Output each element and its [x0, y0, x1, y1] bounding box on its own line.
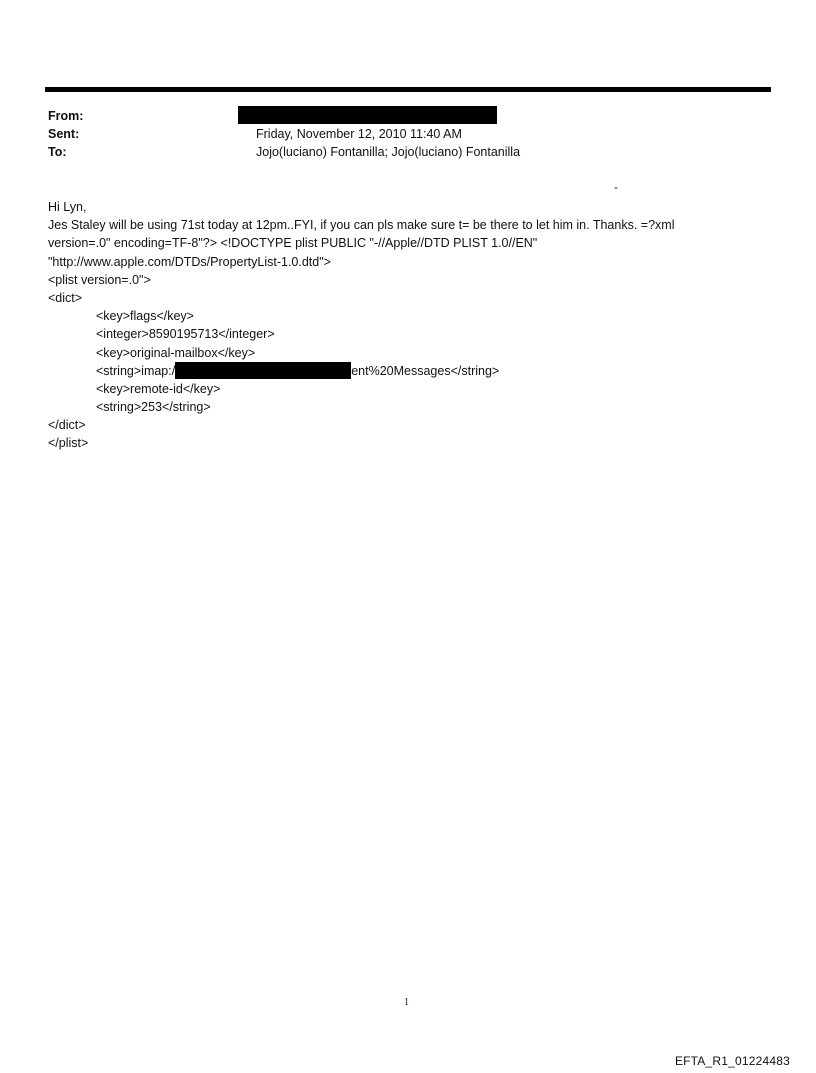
imap-suffix: ent%20Messages</string> [351, 363, 500, 378]
body-line: version=.0" encoding=TF-8"?> <!DOCTYPE plist PUBLIC "-//Apple//DTD PLIST 1.0//EN" [48, 236, 538, 251]
stray-dash: - [614, 180, 618, 194]
body-line-redacted [48, 362, 748, 380]
body-line: <integer>8590195713</integer> [96, 327, 275, 342]
body-line: "http://www.apple.com/DTDs/PropertyList-1.0.dtd"> [48, 254, 331, 269]
greeting: Hi Lyn, [48, 200, 87, 214]
sent-label: Sent: [48, 127, 80, 141]
body-line: <key>remote-id</key> [96, 381, 221, 396]
body-line: </dict> [48, 418, 86, 433]
to-label: To: [48, 145, 67, 159]
email-body [48, 198, 748, 453]
body-line: <dict> [48, 290, 83, 305]
page-number: 1 [404, 997, 409, 1008]
body-line: <key>flags</key> [96, 309, 194, 324]
to-value: Jojo(luciano) Fontanilla; Jojo(luciano) Fontanilla [256, 145, 521, 159]
header-rule [45, 87, 771, 92]
body-line: Jes Staley will be using 71st today at 12pm..FYI, if you can pls make sure t= be there to let him in. Thanks. =?xml [48, 218, 675, 233]
from-label: From: [48, 109, 84, 123]
sent-value: Friday, November 12, 2010 11:40 AM [256, 127, 462, 141]
document-id: EFTA_R1_01224483 [674, 1054, 790, 1068]
imap-prefix: <string>imap:/ [96, 363, 176, 378]
redacted-sender [238, 106, 497, 124]
redacted-mailbox-path [175, 362, 351, 379]
body-line: <key>original-mailbox</key> [96, 345, 256, 360]
body-line: </plist> [48, 436, 89, 451]
body-line: <string>253</string> [96, 400, 211, 415]
body-line: <plist version=.0"> [48, 272, 151, 287]
